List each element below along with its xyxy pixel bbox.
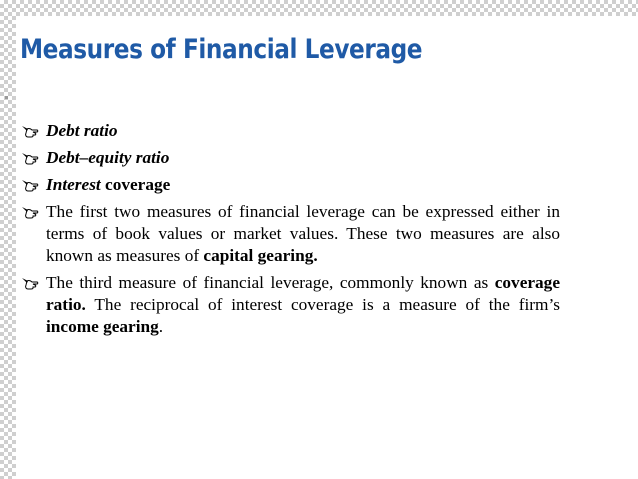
pointing-hand-icon (21, 205, 39, 219)
checkered-border-left (0, 16, 16, 479)
bullet-text: Debt ratio (46, 121, 118, 140)
bullet-text: The reciprocal of interest coverage is a measure of the firm’s (85, 295, 560, 314)
bullet-text: The third measure of financial leverage, commonly known as (46, 273, 495, 292)
bullet-text-italic: Interest (46, 175, 101, 194)
bullet-text: The first two measures of financial leverage can be expressed either in terms of book values or market values. These two measures are also known as measures of (46, 202, 560, 265)
bullet-debt-ratio (20, 120, 560, 142)
pointing-hand-icon (21, 124, 39, 138)
bullet-debt-equity-ratio (20, 147, 560, 169)
pointing-hand-icon (21, 178, 39, 192)
pointing-hand-icon (21, 151, 39, 165)
bullet-text: Debt–equity ratio (46, 148, 170, 167)
pointing-hand-icon (21, 276, 39, 290)
bullet-interest-coverage (20, 174, 560, 196)
bullet-text: . (158, 317, 164, 336)
decorative-dot (5, 96, 8, 99)
bullet-text-bold: capital gearing. (203, 246, 318, 265)
bullet-list (20, 120, 560, 343)
bullet-text-bold: income gearing (46, 317, 159, 336)
bullet-text-bold: coverage (100, 175, 171, 194)
slide-title: Measures of Financial Leverage (20, 34, 423, 65)
checkered-border-top (0, 0, 638, 16)
bullet-income-gearing (20, 272, 560, 338)
bullet-capital-gearing (20, 201, 560, 267)
bullet-text-bold: coverage ratio. (46, 273, 560, 314)
